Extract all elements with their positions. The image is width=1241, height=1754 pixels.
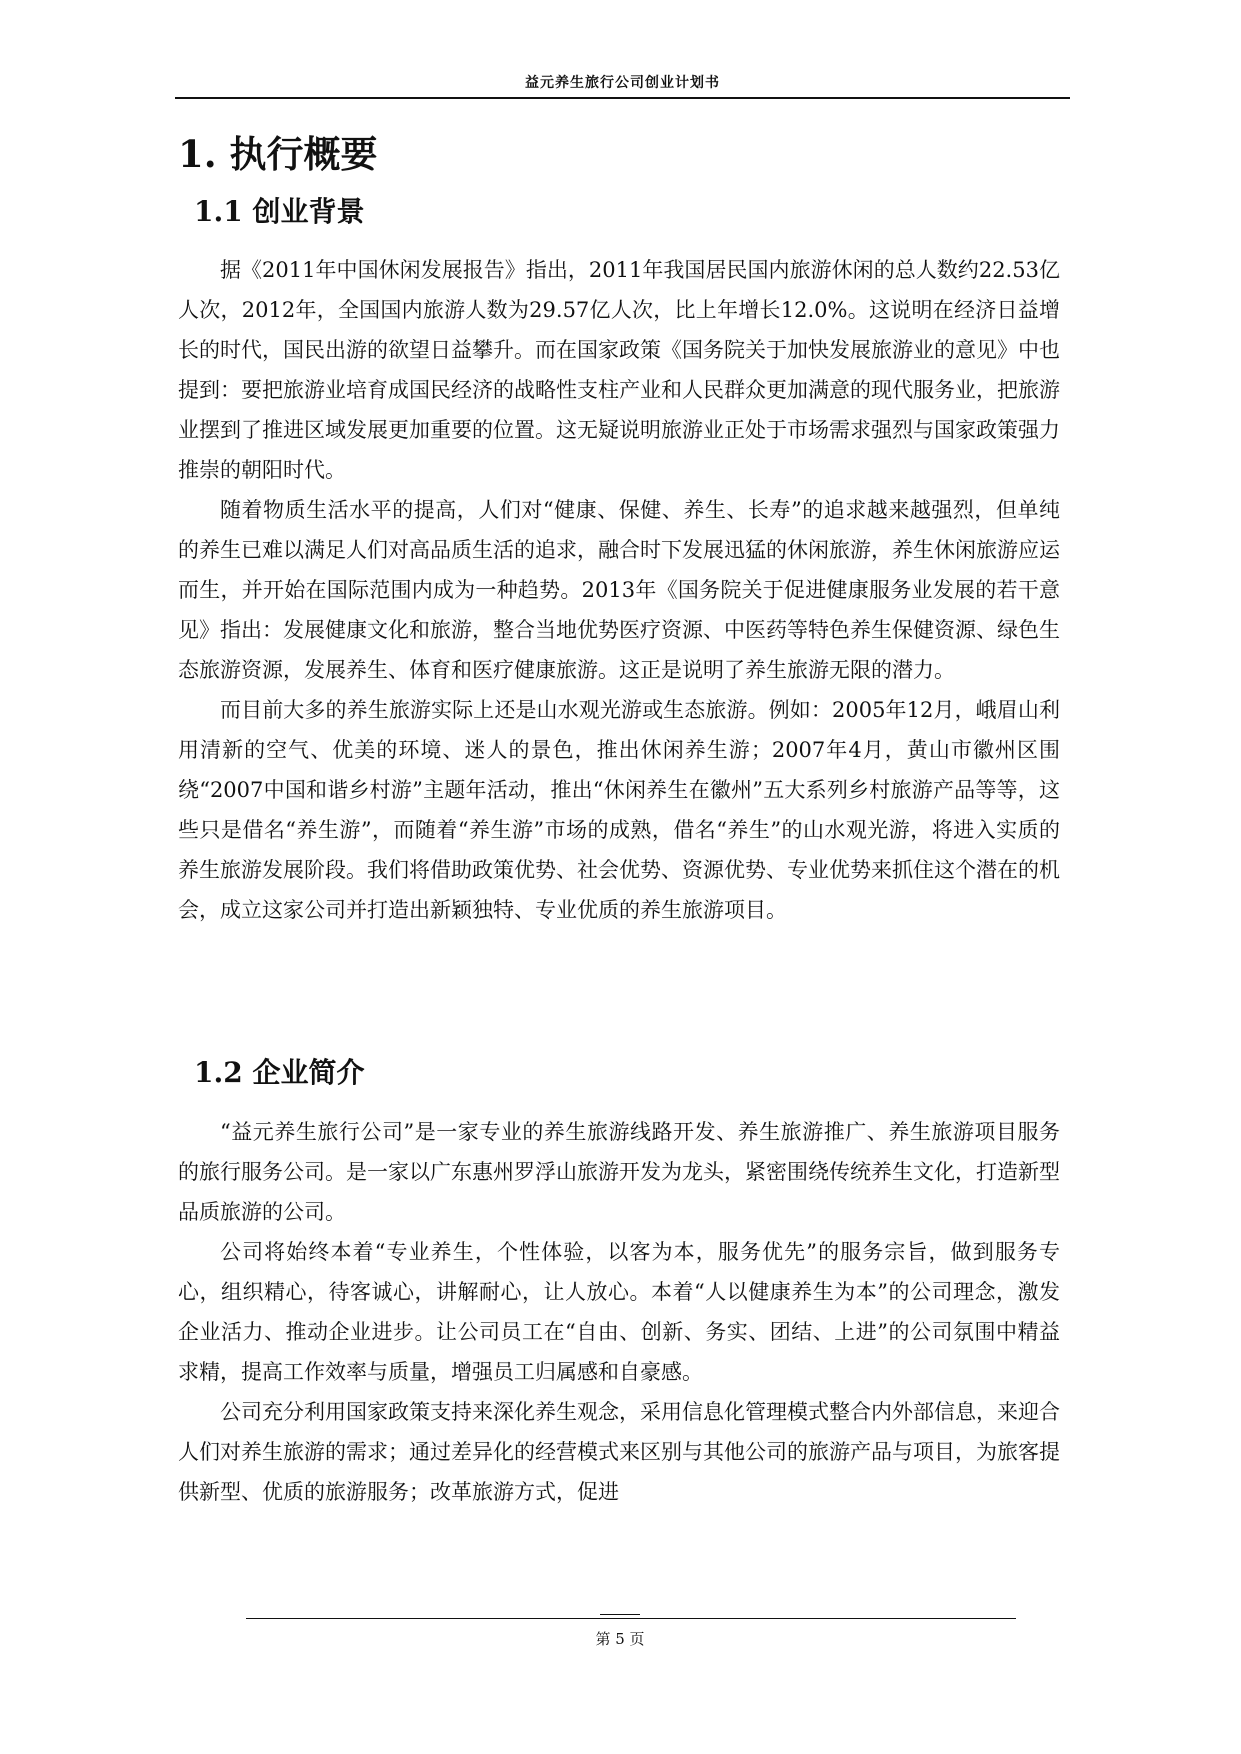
footer-short-rule xyxy=(600,1614,640,1615)
paragraph: 而目前大多的养生旅游实际上还是山水观光游或生态旅游。例如：2005年12月，峨眉山利用清新的空气、优美的环境、迷人的景色，推出休闲养生游；2007年4月，黄山市徽州区围绕“2007中国和谐乡村游”主题年活动，推出“休闲养生在徽州”五大系列乡村旅游产品等等，这些只是借名“养生游”，而随着“养生游”市场的成熟，借名“养生”的山水观光游，将进入实质的养生旅游发展阶段。我们将借助政策优势、社会优势、资源优势、专业优势来抓住这个潜在的机会，成立这家公司并打造出新颖独特、专业优质的养生旅游项目。 xyxy=(178,698,1060,922)
paragraph: 公司充分利用国家政策支持来深化养生观念，采用信息化管理模式整合内外部信息，来迎合人们对养生旅游的需求；通过差异化的经营模式来区别与其他公司的旅游产品与项目，为旅客提供新型、优质的旅游服务；改革旅游方式，促进 xyxy=(178,1400,1060,1504)
paragraph: 随着物质生活水平的提高，人们对“健康、保健、养生、长寿”的追求越来越强烈，但单纯的养生已难以满足人们对高品质生活的追求，融合时下发展迅猛的休闲旅游，养生休闲旅游应运而生，并开始在国际范围内成为一种趋势。2013年《国务院关于促进健康服务业发展的若干意见》指出：发展健康文化和旅游，整合当地优势医疗资源、中医药等特色养生保健资源、绿色生态旅游资源，发展养生、体育和医疗健康旅游。这正是说明了养生旅游无限的潜力。 xyxy=(178,498,1060,682)
section-heading-1-1: 1.1 创业背景 xyxy=(194,195,365,228)
header-divider xyxy=(175,97,1070,99)
footer-divider xyxy=(246,1618,1016,1619)
section-1-1-body xyxy=(178,250,1060,930)
section-heading-1-2: 1.2 企业简介 xyxy=(194,1056,365,1089)
running-header: 益元养生旅行公司创业计划书 xyxy=(525,75,720,91)
chapter-heading: 1. 执行概要 xyxy=(178,132,378,176)
section-1-2-body xyxy=(178,1112,1060,1512)
paragraph: 公司将始终本着“专业养生，个性体验，以客为本，服务优先”的服务宗旨，做到服务专心，组织精心，待客诚心，讲解耐心，让人放心。本着“人以健康养生为本”的公司理念，激发企业活力、推动企业进步。让公司员工在“自由、创新、务实、团结、上进”的公司氛围中精益求精，提高工作效率与质量，增强员工归属感和自豪感。 xyxy=(178,1240,1060,1384)
paragraph: “益元养生旅行公司”是一家专业的养生旅游线路开发、养生旅游推广、养生旅游项目服务的旅行服务公司。是一家以广东惠州罗浮山旅游开发为龙头，紧密围绕传统养生文化，打造新型品质旅游的公司。 xyxy=(178,1120,1060,1224)
paragraph: 据《2011年中国休闲发展报告》指出，2011年我国居民国内旅游休闲的总人数约22.53亿人次，2012年，全国国内旅游人数为29.57亿人次，比上年增长12.0%。这说明在经济日益增长的时代，国民出游的欲望日益攀升。而在国家政策《国务院关于加快发展旅游业的意见》中也提到：要把旅游业培育成国民经济的战略性支柱产业和人民群众更加满意的现代服务业，把旅游业摆到了推进区域发展更加重要的位置。这无疑说明旅游业正处于市场需求强烈与国家政策强力推崇的朝阳时代。 xyxy=(178,258,1060,482)
page-number: 第 5 页 xyxy=(595,1630,645,1648)
